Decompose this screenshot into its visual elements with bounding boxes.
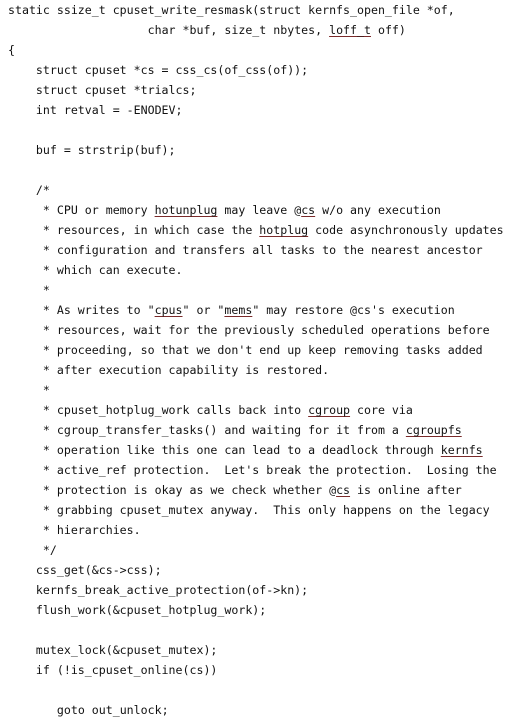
code-line: [8, 20, 512, 40]
code-line: [8, 140, 512, 160]
code-text: is online after: [350, 483, 462, 497]
indent: [8, 63, 36, 77]
blank-line: [8, 160, 512, 180]
code-line: [8, 180, 512, 200]
indent: [8, 223, 43, 237]
underlined-token: cpus: [154, 303, 183, 317]
code-line: [8, 360, 512, 380]
code-line: [8, 200, 512, 220]
code-text: if (!is_cpuset_online(cs)): [35, 663, 218, 677]
indent: [8, 323, 43, 337]
code-line: [8, 660, 512, 680]
indent: [8, 643, 36, 657]
underlined-token: hotunplug: [154, 203, 218, 217]
indent: [8, 503, 43, 517]
code-text: char *buf, size_t nbytes,: [147, 23, 330, 37]
code-text: may leave @: [217, 203, 302, 217]
code-text: * proceeding, so that we don't end up keep removing tasks added: [42, 343, 483, 357]
code-text: kernfs_break_active_protection(of->kn);: [35, 583, 309, 597]
code-line: [8, 700, 512, 720]
blank-line: [8, 120, 512, 140]
code-line: [8, 520, 512, 540]
code-line: [8, 580, 512, 600]
code-line: [8, 300, 512, 320]
underlined-token: kernfs: [440, 443, 483, 457]
code-text: flush_work(&cpuset_hotplug_work);: [35, 603, 267, 617]
code-text: buf = strstrip(buf);: [35, 143, 176, 157]
indent: [8, 403, 43, 417]
indent: [8, 423, 43, 437]
code-text: code asynchronously updates: [308, 223, 504, 237]
code-text: mutex_lock(&cpuset_mutex);: [35, 643, 218, 657]
indent: [8, 283, 43, 297]
code-line: [8, 380, 512, 400]
code-text: * As writes to ": [42, 303, 155, 317]
code-text: /*: [35, 183, 50, 197]
code-text: struct cpuset *cs = css_cs(of_css(of));: [35, 63, 309, 77]
code-text: * protection is okay as we check whether @: [42, 483, 337, 497]
indent: [8, 463, 43, 477]
code-line: [8, 60, 512, 80]
code-line: [8, 240, 512, 260]
code-text: * operation like this one can lead to a deadlock through: [42, 443, 441, 457]
code-line: [8, 340, 512, 360]
indent: [8, 303, 43, 317]
code-text: off): [370, 23, 406, 37]
indent: [8, 343, 43, 357]
code-text: */: [42, 543, 57, 557]
indent: [8, 703, 57, 717]
code-line: [8, 540, 512, 560]
indent: [8, 523, 43, 537]
indent: [8, 203, 43, 217]
code-text: *: [42, 383, 50, 397]
code-text: {: [8, 43, 15, 57]
indent: [8, 103, 36, 117]
code-line: [8, 80, 512, 100]
code-text: * active_ref protection. Let's break the protection. Losing the: [42, 463, 497, 477]
underlined-token: mems: [224, 303, 253, 317]
underlined-token: loff_t: [329, 23, 371, 37]
code-text: struct cpuset *trialcs;: [35, 83, 197, 97]
underlined-token: cgroupfs: [405, 423, 462, 437]
code-line: [8, 280, 512, 300]
code-text: * resources, wait for the previously scheduled operations before: [42, 323, 490, 337]
code-line: [8, 600, 512, 620]
code-text: * configuration and transfers all tasks to the nearest ancestor: [42, 243, 483, 257]
indent: [8, 23, 148, 37]
code-text: * after execution capability is restored.: [42, 363, 330, 377]
blank-line: [8, 680, 512, 700]
indent: [8, 603, 36, 617]
indent: [8, 143, 36, 157]
code-text: " may restore @cs's execution: [252, 303, 455, 317]
code-text: w/o any execution: [315, 203, 441, 217]
code-text: " or ": [182, 303, 225, 317]
code-line: [8, 440, 512, 460]
indent: [8, 263, 43, 277]
code-line: [8, 260, 512, 280]
code-line: [8, 560, 512, 580]
underlined-token: cs: [336, 483, 351, 497]
code-text: css_get(&cs->css);: [35, 563, 162, 577]
indent: [8, 483, 43, 497]
code-text: static ssize_t cpuset_write_resmask(struct kernfs_open_file *of,: [8, 3, 455, 17]
code-line: [8, 40, 512, 60]
indent: [8, 183, 36, 197]
code-text: * cgroup_transfer_tasks() and waiting for it from a: [42, 423, 406, 437]
indent: [8, 383, 43, 397]
code-text: goto out_unlock;: [56, 703, 169, 717]
indent: [8, 443, 43, 457]
code-text: * resources, in which case the: [42, 223, 260, 237]
code-line: [8, 320, 512, 340]
code-text: * grabbing cpuset_mutex anyway. This only happens on the legacy: [42, 503, 490, 517]
code-text: core via: [350, 403, 413, 417]
code-line: [8, 640, 512, 660]
code-line: [8, 400, 512, 420]
indent: [8, 83, 36, 97]
underlined-token: cs: [301, 203, 316, 217]
indent: [8, 663, 36, 677]
code-line: [8, 480, 512, 500]
indent: [8, 243, 43, 257]
code-line: [8, 420, 512, 440]
indent: [8, 563, 36, 577]
code-line: [8, 0, 512, 20]
code-line: [8, 100, 512, 120]
code-line: [8, 460, 512, 480]
code-text: * hierarchies.: [42, 523, 141, 537]
code-line: [8, 220, 512, 240]
code-text: int retval = -ENODEV;: [35, 103, 183, 117]
code-text: *: [42, 283, 50, 297]
code-text: * cpuset_hotplug_work calls back into: [42, 403, 309, 417]
underlined-token: hotplug: [259, 223, 309, 237]
blank-line: [8, 620, 512, 640]
indent: [8, 583, 36, 597]
code-listing: [8, 0, 512, 720]
code-line: [8, 500, 512, 520]
indent: [8, 543, 43, 557]
code-text: * CPU or memory: [42, 203, 155, 217]
underlined-token: cgroup: [308, 403, 351, 417]
indent: [8, 363, 43, 377]
code-text: * which can execute.: [42, 263, 183, 277]
